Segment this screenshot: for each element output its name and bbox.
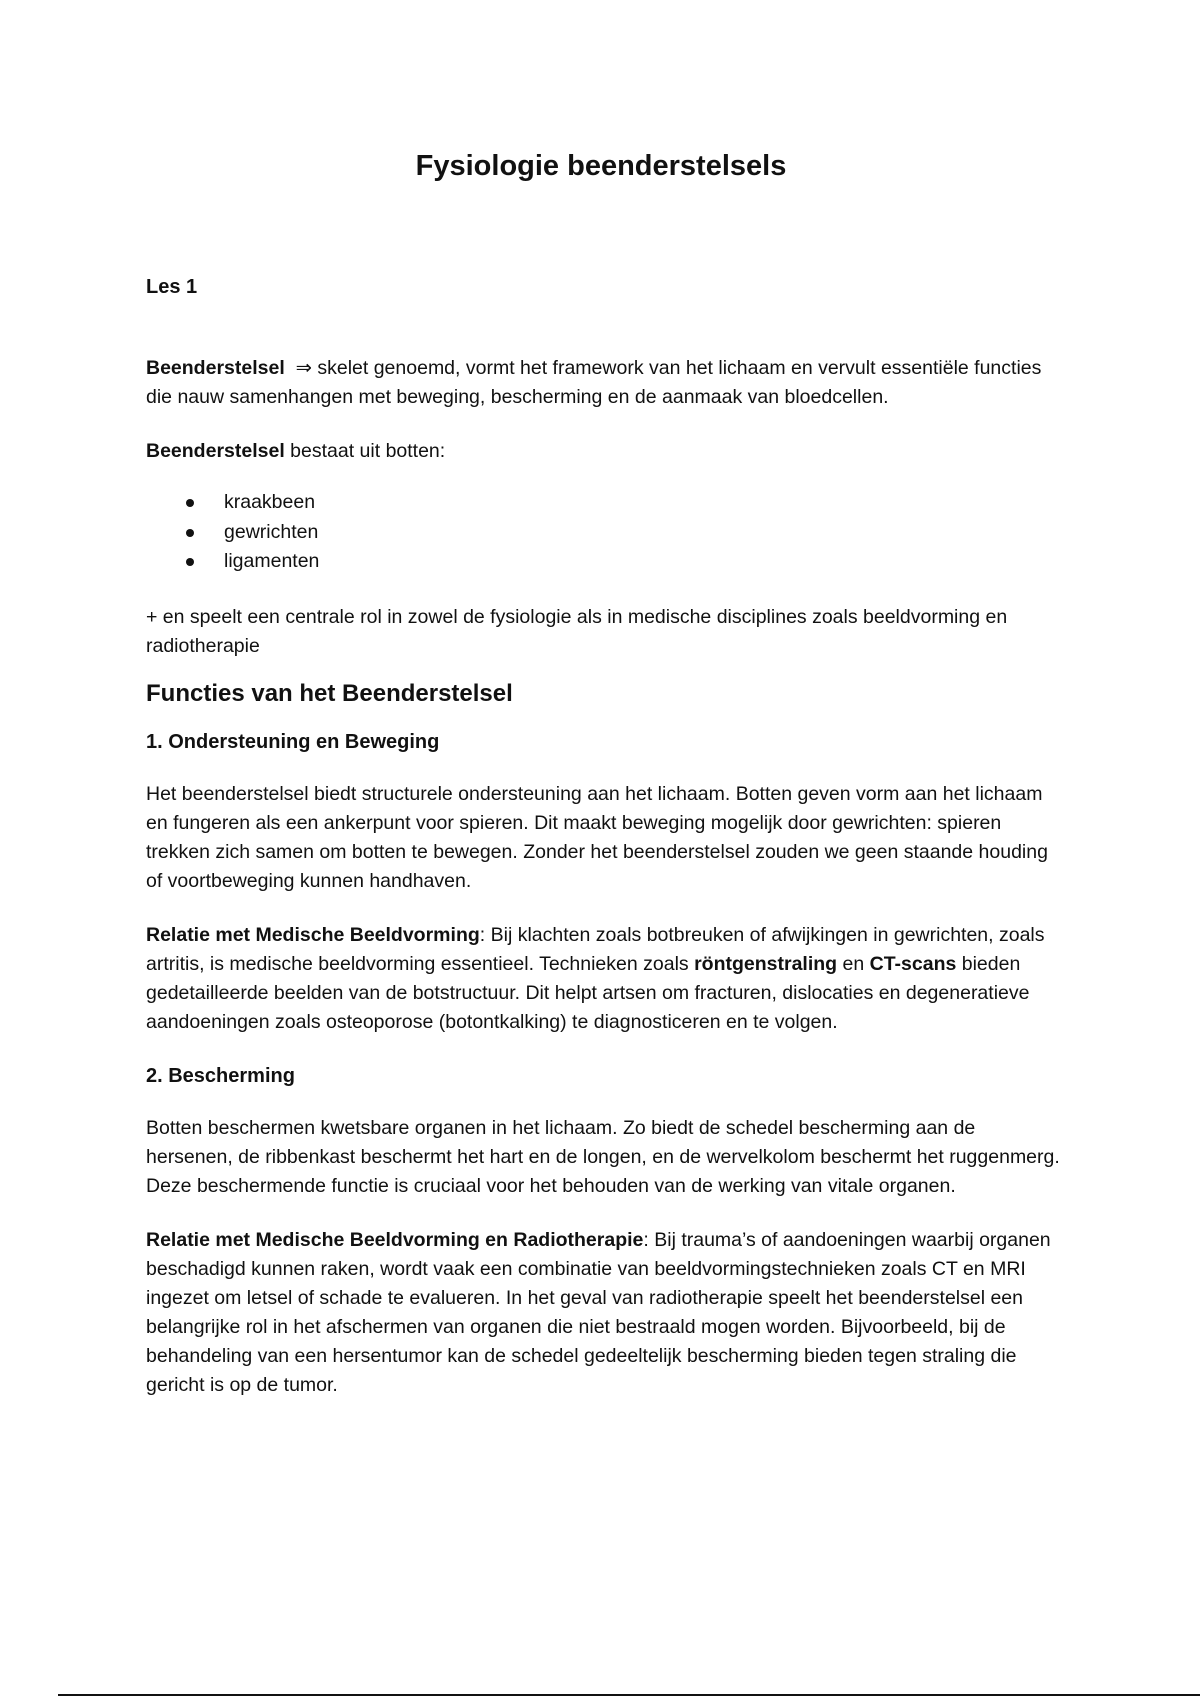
relation-label-1: Relatie met Medische Beeldvorming: [146, 923, 480, 946]
relation-paragraph-2: [146, 1226, 1066, 1400]
relation-bold-ct: CT-scans: [869, 952, 957, 975]
function-heading-1: 1. Ondersteuning en Beweging: [146, 730, 440, 753]
composition-text: bestaat uit botten:: [284, 440, 446, 462]
relation-text: : Bij klachten zoals botbreuken of afwijkingen in gewrichten, zoals artritis, is medische beeldvorming essentieel. Technieken zoals: [146, 923, 1045, 975]
composition-paragraph: [146, 437, 1066, 466]
arrow-icon: ⇒: [295, 357, 312, 379]
bullet-icon: [186, 499, 194, 507]
list-item: [146, 518, 1066, 548]
function-text-1: Het beenderstelsel biedt structurele ondersteuning aan het lichaam. Botten geven vorm aan het lichaam en fungeren als een ankerpunt voor spieren. Dit maakt beweging mogelijk door gewrichten: spieren trekken zich samen om botten te bewegen. Zonder het beenderstelsel zouden we geen staande houding of voortbeweging kunnen handhaven.: [146, 782, 1048, 892]
role-paragraph: + en speelt een centrale rol in zowel de fysiologie als in medische disciplines zoals beeldvorming en radiotherapie: [146, 605, 1008, 657]
relation-label-2: Relatie met Medische Beeldvorming en Radiotherapie: [146, 1228, 644, 1251]
bullet-icon: [186, 529, 194, 537]
composition-list: [146, 488, 1066, 577]
intro-paragraph: [146, 354, 1066, 412]
lesson-label: Les 1: [146, 276, 198, 298]
list-item-text: ligamenten: [224, 550, 320, 572]
function-heading-2: 2. Bescherming: [146, 1064, 295, 1087]
relation-bold-xray: röntgenstraling: [694, 952, 838, 975]
document-body: [146, 354, 1066, 1425]
list-item: [146, 488, 1066, 518]
bullet-icon: [186, 558, 194, 566]
intro-term: Beenderstelsel: [146, 357, 285, 379]
intro-text: skelet genoemd, vormt het framework van het lichaam en vervult essentiële functies die nauw samenhangen met beweging, bescherming en de aanmaak van bloedcellen.: [146, 357, 1042, 408]
list-item-text: kraakbeen: [224, 491, 316, 513]
list-item: [146, 547, 1066, 577]
document-title: Fysiologie beenderstelsels: [415, 150, 787, 182]
relation-paragraph-1: [146, 921, 1066, 1037]
composition-term: Beenderstelsel: [146, 440, 285, 462]
footer-divider: [58, 1694, 1200, 1696]
section-heading: Functies van het Beenderstelsel: [146, 679, 513, 707]
relation-text: en: [837, 952, 870, 975]
relation-text: bieden gedetailleerde beelden van de botstructuur. Dit helpt artsen om fracturen, dislocaties en degeneratieve aandoeningen zoals osteoporose (botontkalking) te diagnosticeren en te volgen.: [146, 952, 1030, 1033]
list-item-text: gewrichten: [224, 520, 319, 543]
function-text-2: Botten beschermen kwetsbare organen in het lichaam. Zo biedt de schedel bescherming aan de hersenen, de ribbenkast beschermt het hart en de longen, en de wervelkolom beschermt het ruggenmerg. Deze beschermende functie is cruciaal voor het behouden van de werking van vitale organen.: [146, 1116, 1060, 1197]
relation-text: : Bij trauma’s of aandoeningen waarbij organen beschadigd kunnen raken, wordt vaak een combinatie van beeldvormingstechnieken zoals CT en MRI ingezet om letsel of schade te evalueren. In het geval van radiotherapie speelt het beenderstelsel een belangrijke rol in het afschermen van organen die niet bestraald mogen worden. Bijvoorbeeld, bij de behandeling van een hersentumor kan de schedel gedeeltelijk bescherming bieden tegen straling die gericht is op de tumor.: [146, 1228, 1051, 1396]
